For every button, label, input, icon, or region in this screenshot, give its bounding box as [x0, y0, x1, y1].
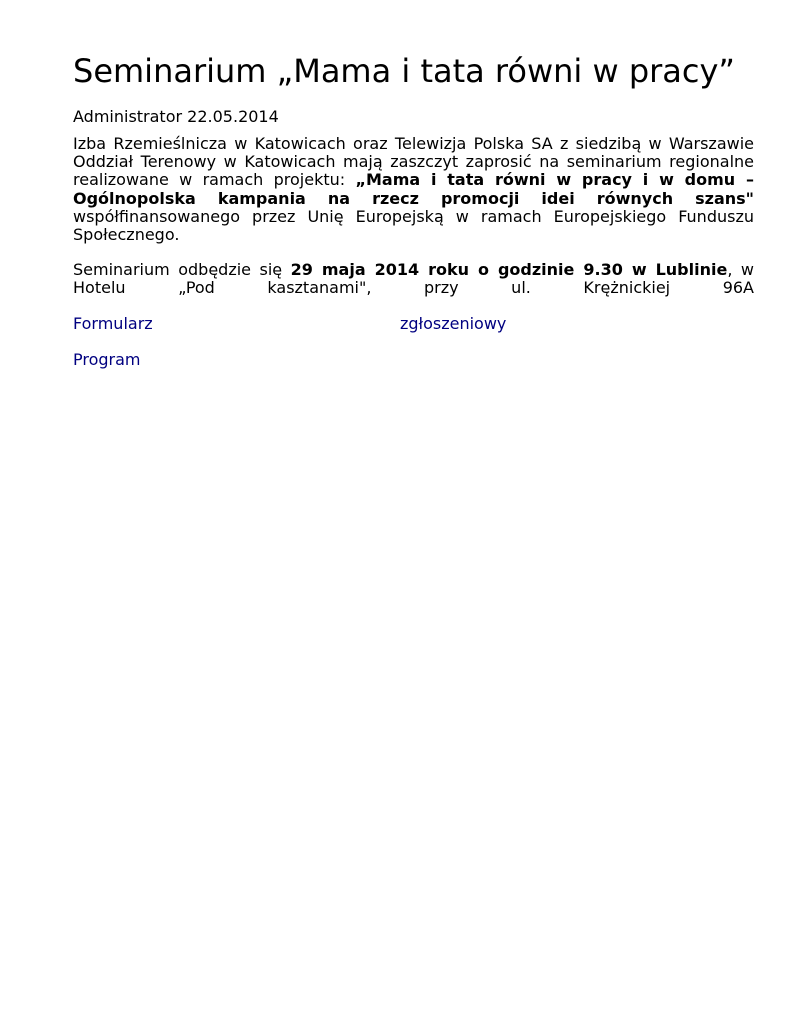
form-link-part1[interactable]: Formularz	[73, 313, 153, 333]
intro-text-end: współfinansowanego przez Unię Europejską w ramach Europejskiego Funduszu Społecznego.	[73, 206, 754, 245]
article-meta	[73, 107, 754, 127]
article-date: 22.05.2014	[187, 107, 279, 126]
program-link-row	[73, 350, 754, 370]
form-link-row	[73, 314, 754, 334]
seminar-venue-text: , w Hotelu „Pod kasztanami", przy ul. Krężnickiej 96A	[73, 260, 754, 298]
intro-paragraph	[73, 135, 754, 244]
article-author: Administrator	[73, 107, 183, 126]
article-title: Seminarium „Mama i tata równi w pracy”	[73, 52, 735, 90]
form-link-part2[interactable]: zgłoszeniowy	[400, 313, 507, 333]
seminar-details-paragraph	[73, 261, 754, 297]
intro-text: Izba Rzemieślnicza w Katowicach oraz Telewizja Polska SA z siedzibą w Warszawie Oddział Terenowy w Katowicach mają zaszczyt zaprosić na seminarium regionalne realizowane w ramach projektu:	[73, 134, 754, 190]
project-name: „Mama i tata równi w pracy i w domu – Ogólnopolska kampania na rzecz promocji idei równych szans"	[73, 170, 755, 208]
seminar-date-place: 29 maja 2014 roku o godzinie 9.30 w Lublinie	[290, 260, 728, 280]
seminar-intro-text: Seminarium odbędzie się	[73, 260, 291, 280]
program-link[interactable]: Program	[73, 349, 141, 369]
